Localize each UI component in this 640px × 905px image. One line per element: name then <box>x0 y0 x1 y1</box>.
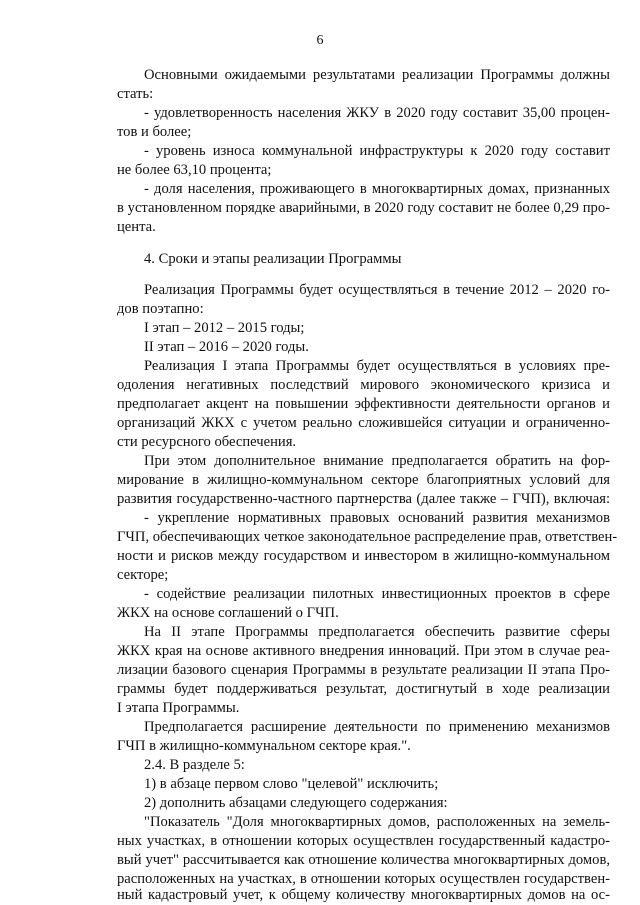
text-line: ЖКХ края на основе активного внедрения инноваций. При этом в случае реа- <box>117 643 610 659</box>
text-line: - укрепление нормативных правовых оснований развития механизмов <box>144 510 610 526</box>
text-line: 2) дополнить абзацами следующего содержания: <box>144 795 448 811</box>
text-line: Реализация I этапа Программы будет осуществляться в условиях пре- <box>144 358 610 374</box>
text-line: ных участках, в отношении которых осуществлен государственный кадастро- <box>117 833 610 849</box>
text-line: сти ресурсного обеспечения. <box>117 434 297 450</box>
text-line: 2.4. В разделе 5: <box>144 757 245 773</box>
text-line: ности и рисков между государством и инвестором в жилищно-коммунальном <box>117 548 610 564</box>
text-line: ный кадастровый учет, к общему количеству многоквартирных домов на ос- <box>117 887 610 903</box>
page-number: 6 <box>316 33 324 48</box>
text-line: дов поэтапно: <box>117 301 204 317</box>
text-line: в установленном порядке аварийными, в 2020 году составит не более 0,29 про- <box>117 200 610 216</box>
text-line: организаций ЖКХ с учетом реально сложившейся ситуации и ограниченно- <box>117 415 610 431</box>
text-line: - доля населения, проживающего в многоквартирных домах, признанных <box>144 181 610 197</box>
text-line: ЖКХ на основе соглашений о ГЧП. <box>117 605 339 621</box>
text-line: I этап – 2012 – 2015 годы; <box>144 320 305 336</box>
text-line: II этап – 2016 – 2020 годы. <box>144 339 309 355</box>
text-line: цента. <box>117 219 156 235</box>
text-line: - удовлетворенность населения ЖКУ в 2020 году составит 35,00 процен- <box>144 105 610 121</box>
text-line: I этапа Программы. <box>117 700 240 716</box>
text-line: расположенных на участках, в отношении которых осуществлен государствен- <box>117 871 610 887</box>
text-line: Предполагается расширение деятельности по применению механизмов <box>144 719 610 735</box>
text-line: Основными ожидаемыми результатами реализации Программы должны <box>144 67 610 83</box>
text-line: ГЧП, обеспечивающих четкое законодательное распределение прав, ответствен- <box>117 529 618 545</box>
text-line: граммы будет поддерживаться результат, достигнутый в ходе реализации <box>117 681 610 697</box>
text-line: стать: <box>117 86 154 102</box>
text-line: - содействие реализации пилотных инвестиционных проектов в сфере <box>144 586 610 602</box>
text-line: не более 63,10 процента; <box>117 162 272 178</box>
text-line: лизации базового сценария Программы в результате реализации II этапа Про- <box>117 662 610 678</box>
text-line: - уровень износа коммунальной инфраструктуры к 2020 году составит <box>144 143 610 159</box>
text-line: При этом дополнительное внимание предполагается обратить на фор- <box>144 453 610 469</box>
text-line: развития государственно-частного партнерства (далее также – ГЧП), включая: <box>117 491 610 507</box>
text-line: одоления негативных последствий мирового экономического кризиса и <box>117 377 610 393</box>
text-line: "Показатель "Доля многоквартирных домов, расположенных на земель- <box>144 814 610 830</box>
text-line: ГЧП в жилищно-коммунальном секторе края.". <box>117 738 411 754</box>
section-heading: 4. Сроки и этапы реализации Программы <box>144 251 402 267</box>
text-line: На II этапе Программы предполагается обеспечить развитие сферы <box>144 624 610 640</box>
text-line: предполагает акцент на повышении эффективности деятельности органов и <box>117 396 610 412</box>
text-line: вый учет" рассчитывается как отношение количества многоквартирных домов, <box>117 852 610 868</box>
text-line: 1) в абзаце первом слово "целевой" исключить; <box>144 776 439 792</box>
text-line: секторе; <box>117 567 169 583</box>
text-line: мирование в жилищно-коммунальном секторе благоприятных условий для <box>117 472 610 488</box>
text-line: тов и более; <box>117 124 192 140</box>
text-line: Реализация Программы будет осуществляться в течение 2012 – 2020 го- <box>144 282 610 298</box>
